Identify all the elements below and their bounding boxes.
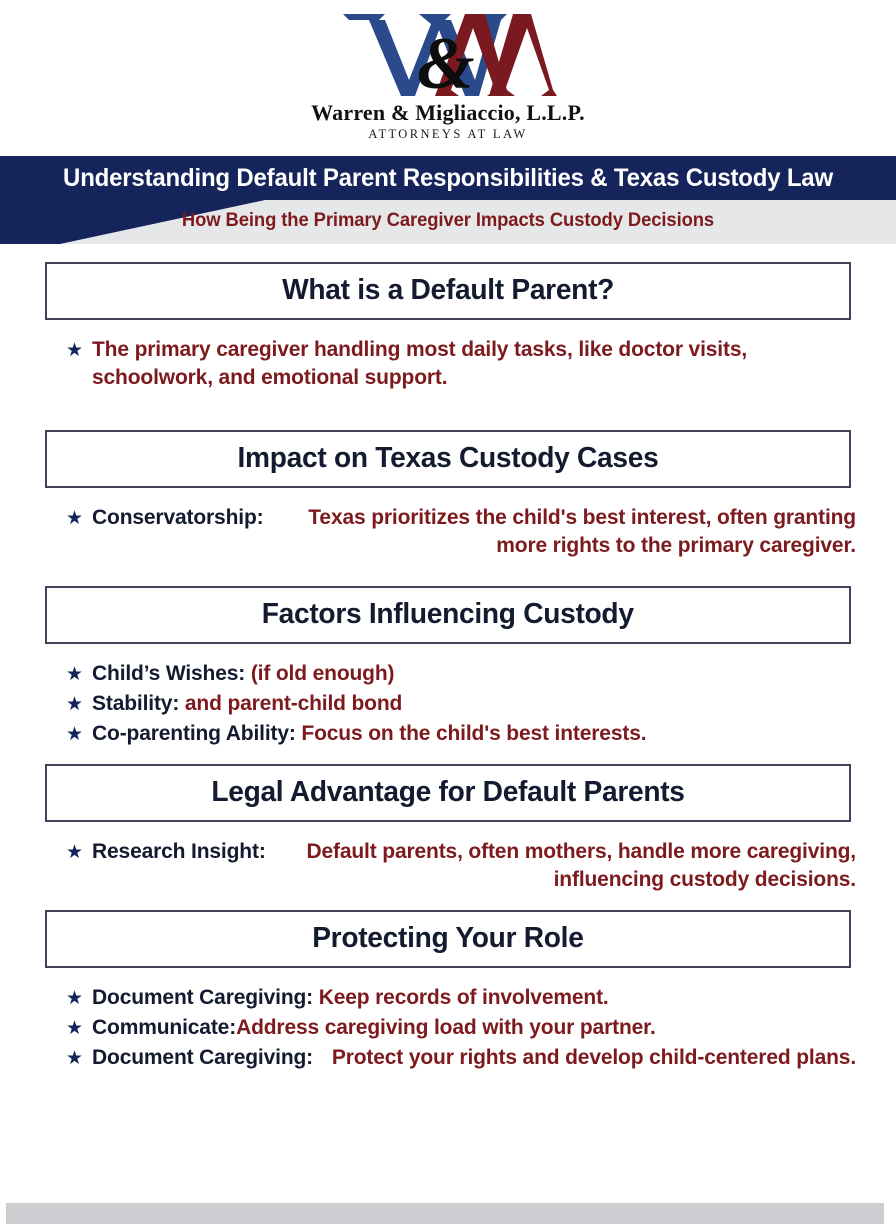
section-what-is-a-default-parent — [0, 262, 896, 392]
bullet-description: Address caregiving load with your partner. — [236, 1016, 656, 1039]
bullet-description: and parent-child bond — [184, 692, 403, 715]
bullet-label: Conservatorship: — [92, 506, 264, 529]
logo-mark-wm-icon — [0, 8, 896, 100]
logo-tagline: ATTORNEYS AT LAW — [368, 127, 528, 141]
section-title: What is a Default Parent? — [282, 274, 614, 306]
star-bullet-icon: ★ — [66, 1048, 84, 1069]
footer-bar — [6, 1203, 884, 1224]
page-title: Understanding Default Parent Responsibilities & Texas Custody Law — [63, 164, 833, 192]
bullet-description: Keep records of involvement. — [318, 986, 609, 1009]
list-item — [0, 1014, 896, 1044]
bullet-list — [0, 644, 896, 750]
star-bullet-icon: ★ — [66, 988, 84, 1009]
section-factors-influencing-custody — [0, 586, 896, 750]
list-item — [0, 504, 896, 560]
star-bullet-icon: ★ — [66, 1018, 84, 1039]
bullet-label: Document Caregiving: — [92, 986, 314, 1009]
bullet-list — [0, 968, 896, 1074]
list-item — [0, 690, 896, 720]
section-title: Impact on Texas Custody Cases — [237, 442, 659, 474]
star-bullet-icon: ★ — [66, 842, 84, 863]
bullet-text — [92, 1014, 856, 1042]
section-legal-advantage-for-default-parents — [0, 764, 896, 894]
list-item — [0, 660, 896, 690]
star-bullet-icon: ★ — [66, 340, 84, 361]
bullet-text — [92, 504, 856, 560]
bullet-label: Stability: — [92, 692, 180, 715]
section-header-box — [45, 764, 851, 822]
bullet-list — [0, 488, 896, 560]
section-protecting-your-role — [0, 910, 896, 1074]
logo-block — [0, 0, 896, 156]
bullet-description: (if old enough) — [250, 662, 395, 685]
bullet-description: The primary caregiver handling most daily tasks, like doctor visits, schoolwork, and emotional support. — [92, 338, 748, 389]
bullet-text — [92, 1044, 856, 1072]
bullet-text — [92, 984, 856, 1012]
bullet-label: Co-parenting Ability: — [92, 722, 296, 745]
bullet-text — [92, 838, 856, 894]
section-title: Factors Influencing Custody — [262, 598, 634, 630]
page-subtitle: How Being the Primary Caregiver Impacts Custody Decisions — [181, 210, 715, 231]
list-item — [0, 838, 896, 894]
section-header-box — [45, 262, 851, 320]
section-title: Protecting Your Role — [312, 922, 584, 954]
header-banner — [0, 156, 896, 244]
star-bullet-icon: ★ — [66, 724, 84, 745]
bullet-description: Protect your rights and develop child-centered plans. — [331, 1046, 856, 1069]
list-item — [0, 984, 896, 1014]
bullet-description: Focus on the child's best interests. — [301, 722, 647, 745]
bullet-label: Research Insight: — [92, 840, 266, 863]
star-bullet-icon: ★ — [66, 694, 84, 715]
list-item — [0, 336, 896, 392]
bullet-label: Document Caregiving: — [92, 1046, 314, 1069]
bullet-label: Communicate: — [92, 1016, 237, 1039]
bullet-label: Child’s Wishes: — [92, 662, 246, 685]
section-impact-on-texas-custody-cases — [0, 430, 896, 560]
bullet-text — [92, 660, 856, 688]
content-area — [0, 244, 896, 1074]
logo-firm-name: Warren & Migliaccio, L.L.P. — [311, 100, 585, 125]
star-bullet-icon: ★ — [66, 508, 84, 529]
bullet-description: Texas prioritizes the child's best interest, often granting more rights to the primary caregiver. — [308, 506, 856, 557]
section-header-box — [45, 430, 851, 488]
bullet-list — [0, 320, 896, 392]
bullet-description: Default parents, often mothers, handle more caregiving, influencing custody decisions. — [306, 840, 856, 891]
list-item — [0, 720, 896, 750]
bullet-text — [92, 336, 856, 392]
list-item — [0, 1044, 896, 1074]
section-header-box — [45, 586, 851, 644]
bullet-text — [92, 720, 856, 748]
star-bullet-icon: ★ — [66, 664, 84, 685]
section-title: Legal Advantage for Default Parents — [211, 776, 685, 808]
bullet-list — [0, 822, 896, 894]
bullet-text — [92, 690, 856, 718]
section-header-box — [45, 910, 851, 968]
svg-text:&: & — [417, 23, 475, 100]
